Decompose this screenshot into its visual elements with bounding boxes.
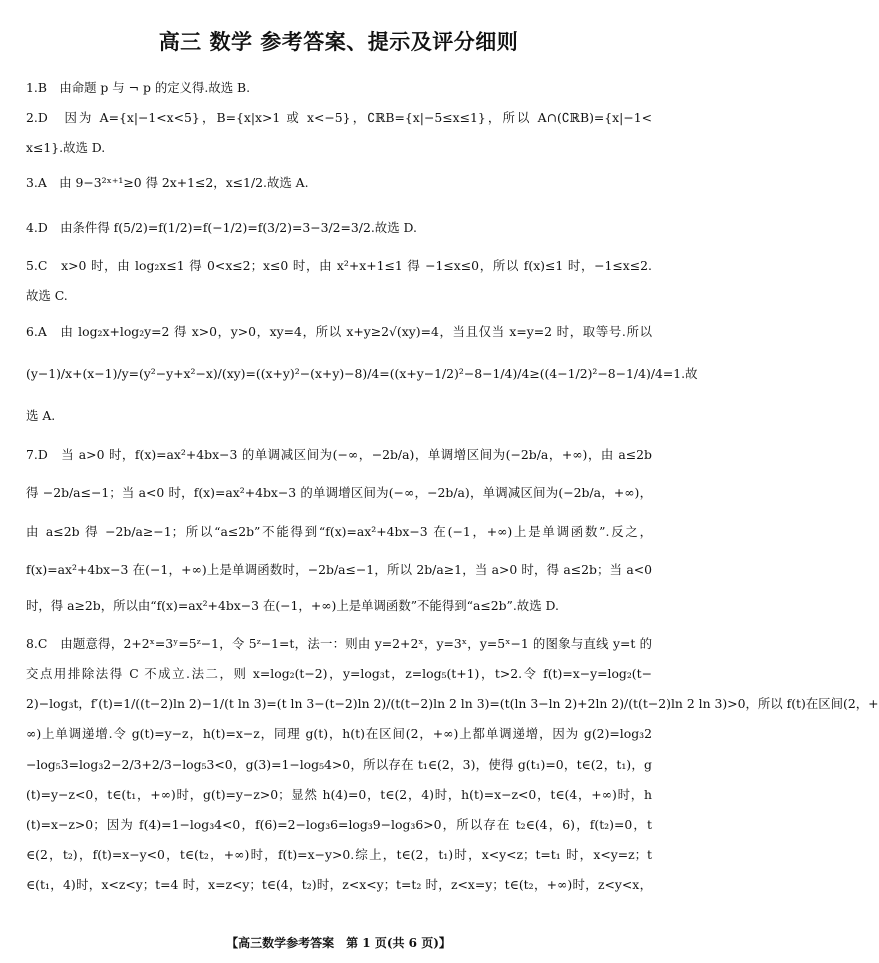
- page-title: 高三 数学 参考答案、提示及评分细则: [158, 29, 519, 54]
- text-line: 8.C 由题意得，2+2ˣ=3ʸ=5ᶻ−1，令 5ᶻ−1=t，法一：则由 y=2+2ˣ，y=3ˣ，y=5ˣ−1 的图象与直线 y=t 的: [26, 636, 652, 651]
- text-line: (y−1)/x+(x−1)/y=(y²−y+x²−x)/(xy)=((x+y)²−(x+y)−8)/4=((x+y−1/2)²−8−1/4)/4≥((4−1/2)²−8−1/4)/4=1.故: [26, 366, 698, 381]
- text-line: ∈(2，t₂)，f(t)=x−y<0，t∈(t₂，+∞)时，f(t)=x−y>0.综上，t∈(2，t₁)时，x<y<z；t=t₁ 时，x<y=z；t: [26, 847, 652, 862]
- text-line: 由 a≤2b 得 −2b/a≥−1；所以“a≤2b”不能得到“f(x)=ax²+4bx−3 在(−1，+∞)上是单调函数”.反之，: [26, 524, 652, 539]
- text-line: ∞)上单调递增.令 g(t)=y−z，h(t)=x−z，同理 g(t)，h(t)在区间(2，+∞)上都单调递增，因为 g(2)=log₃2: [26, 726, 652, 741]
- text-line: 时，得 a≥2b，所以由“f(x)=ax²+4bx−3 在(−1，+∞)上是单调函数”不能得到“a≤2b”.故选 D.: [26, 598, 559, 613]
- text-line: 得 −2b/a≤−1；当 a<0 时，f(x)=ax²+4bx−3 的单调增区间为(−∞，−2b/a)，单调减区间为(−2b/a，+∞)，: [26, 485, 652, 500]
- text-line: (t)=y−z<0，t∈(t₁，+∞)时，g(t)=y−z>0；显然 h(4)=0，t∈(2，4)时，h(t)=x−z<0，t∈(4，+∞)时，h: [26, 787, 652, 802]
- text-line: 2)−log₃t，f′(t)=1/((t−2)ln 2)−1/(t ln 3)=(t ln 3−(t−2)ln 2)/(t(t−2)ln 2 ln 3)=(t(ln 3−ln 2)+2ln 2)/(t(t−2)ln 2 ln 3)>0，所以 f(t)在区间(2，+: [26, 696, 879, 711]
- text-line: 故选 C.: [26, 288, 68, 303]
- text-line: 选 A.: [26, 408, 56, 423]
- text-line: ∈(t₁，4)时，x<z<y；t=4 时，x=z<y；t∈(4，t₂)时，z<x<y；t=t₂ 时，z<x=y；t∈(t₂，+∞)时，z<y<x，: [26, 877, 652, 892]
- text-line: 5.C x>0 时，由 log₂x≤1 得 0<x≤2；x≤0 时，由 x²+x+1≤1 得 −1≤x≤0，所以 f(x)≤1 时，−1≤x≤2.: [26, 258, 652, 273]
- text-line: 2.D 因为 A={x|−1<x<5}，B={x|x>1 或 x<−5}，∁ℝB={x|−5≤x≤1}，所以 A∩(∁ℝB)={x|−1<: [26, 110, 652, 125]
- text-line: f(x)=ax²+4bx−3 在(−1，+∞)上是单调函数时，−2b/a≤−1，所以 2b/a≥1，当 a>0 时，得 a≤2b；当 a<0: [26, 562, 652, 577]
- text-line: 7.D 当 a>0 时，f(x)=ax²+4bx−3 的单调减区间为(−∞，−2b/a)，单调增区间为(−2b/a，+∞)，由 a≤2b: [26, 447, 652, 462]
- text-line: x≤1}.故选 D.: [26, 140, 106, 155]
- text-line: 6.A 由 log₂x+log₂y=2 得 x>0，y>0，xy=4，所以 x+y≥2√(xy)=4，当且仅当 x=y=2 时，取等号.所以: [26, 324, 652, 339]
- text-line: 交点用排除法得 C 不成立.法二，则 x=log₂(t−2)，y=log₃t，z=log₅(t+1)，t>2.令 f(t)=x−y=log₂(t−: [26, 666, 652, 681]
- text-line: 1.B 由命题 p 与 ¬ p 的定义得.故选 B.: [26, 80, 251, 95]
- text-line: 3.A 由 9−3²ˣ⁺¹≥0 得 2x+1≤2，x≤1/2.故选 A.: [26, 175, 309, 190]
- text-line: (t)=x−z>0；因为 f(4)=1−log₃4<0，f(6)=2−log₃6=log₃9−log₃6>0，所以存在 t₂∈(4，6)，f(t₂)=0，t: [26, 817, 652, 832]
- text-line: 4.D 由条件得 f(5/2)=f(1/2)=f(−1/2)=f(3/2)=3−3/2=3/2.故选 D.: [26, 220, 417, 235]
- text-line: −log₅3=log₃2−2/3+2/3−log₅3<0，g(3)=1−log₅4>0，所以存在 t₁∈(2，3)，使得 g(t₁)=0，t∈(2，t₁)，g: [26, 757, 652, 772]
- page-footer: 【高三数学参考答案 第 1 页(共 6 页)】: [226, 936, 451, 950]
